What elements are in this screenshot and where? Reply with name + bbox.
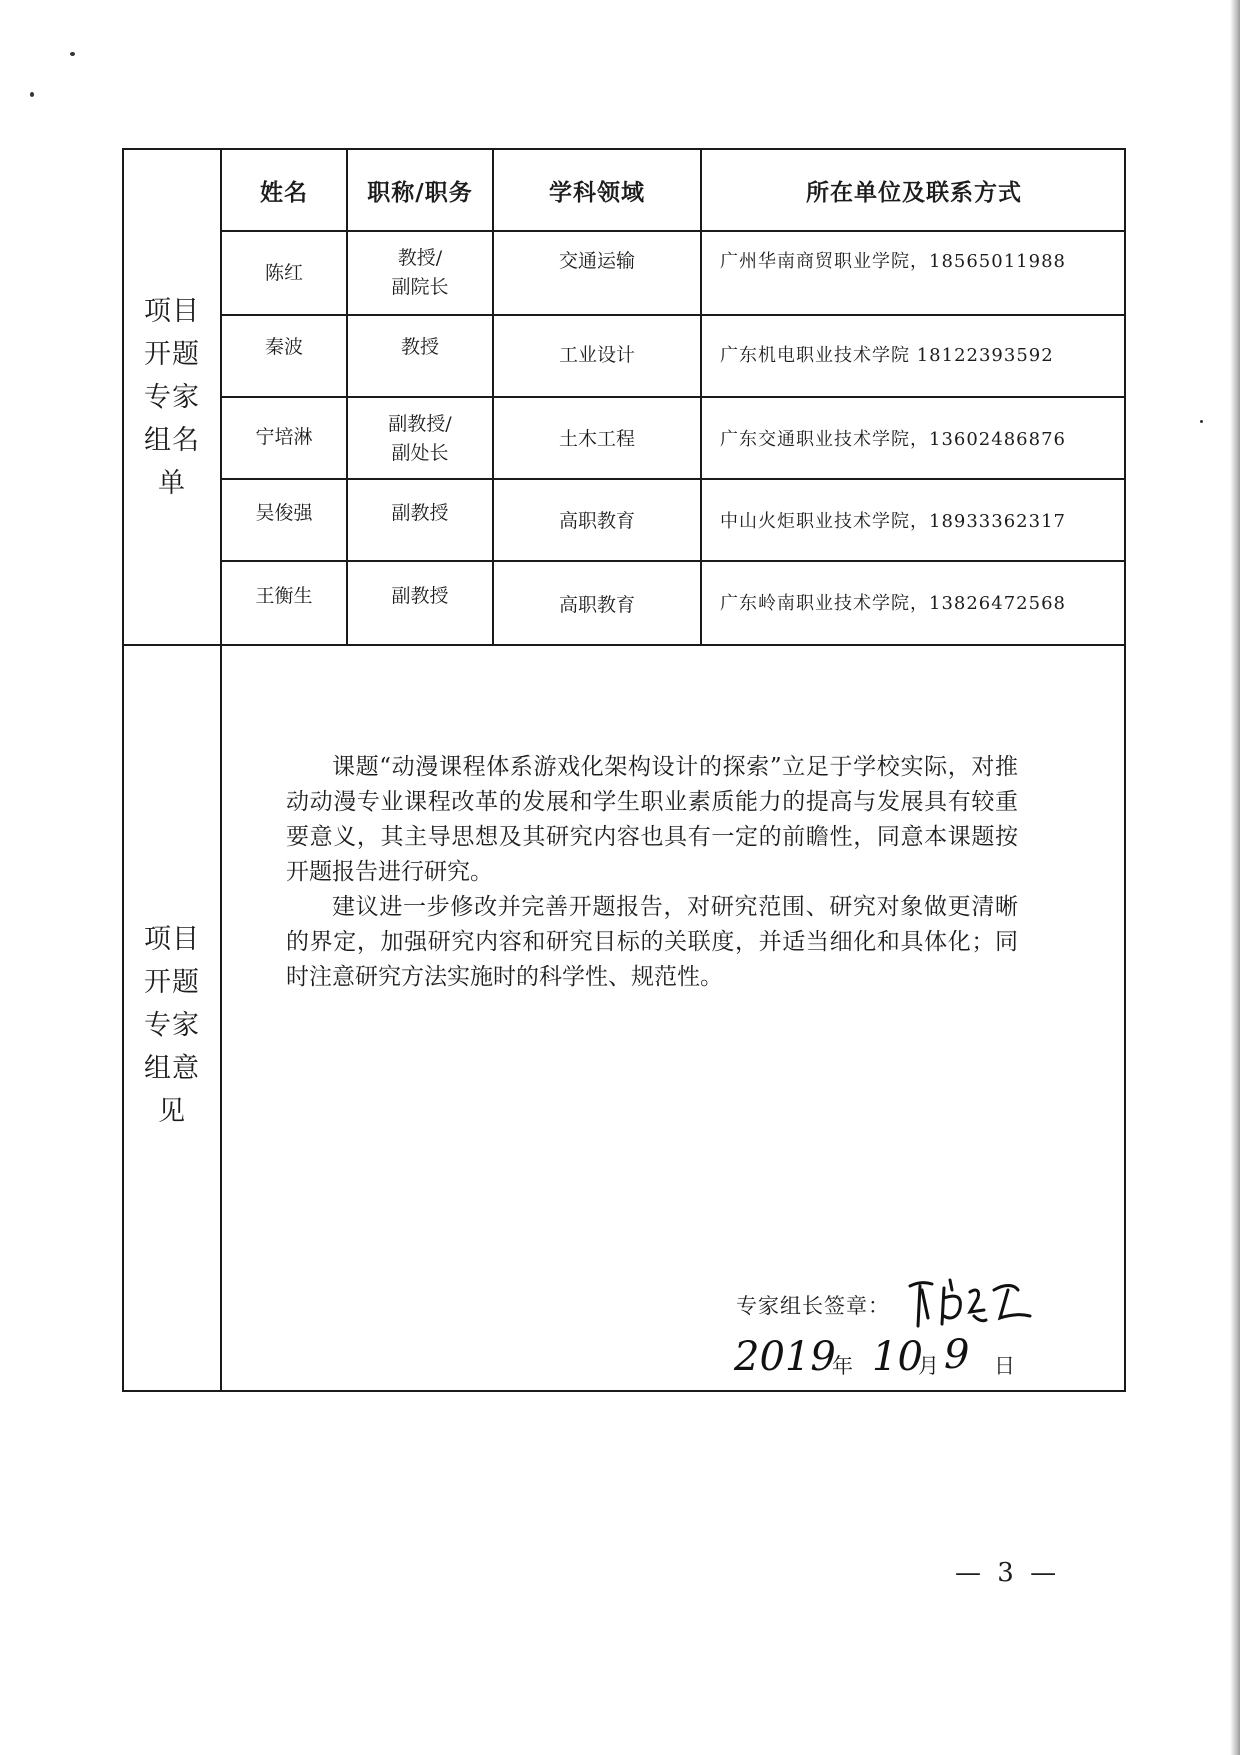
scan-speck [70,52,75,56]
opinion-paragraph: 建议进一步修改并完善开题报告，对研究范围、研究对象做更清晰的界定，加强研究内容和研究目标的关联度，并适当细化和具体化；同时注意研究方法实施时的科学性、规范性。 [286,894,1018,990]
side-label-line: 项目 [144,924,200,955]
cell-title: 副教授 [391,584,449,607]
cell-field: 工业设计 [558,343,635,366]
cell-name: 陈红 [264,261,303,284]
opinion-side-label [124,918,220,1133]
date-month: 10 [872,1334,923,1380]
date-year-unit: 年 [832,1354,853,1378]
scan-speck [30,92,34,97]
scan-edge-shadow [1230,0,1240,1755]
header-field: 学科领域 [549,178,645,206]
cell-name: 吴俊强 [255,501,313,524]
cell-field: 土木工程 [558,427,635,450]
date-year: 2019 [734,1334,836,1380]
side-label-line: 组意 [144,1053,200,1084]
side-label-line: 项目 [144,296,200,327]
cell-title: 副教授/ 副处长 [388,413,452,464]
cell-field: 交通运输 [558,249,635,272]
expert-form-table [122,148,1126,1392]
date-day-unit: 日 [994,1354,1015,1378]
header-name: 姓名 [260,178,308,206]
side-label-line: 开题 [144,339,200,370]
header-unit: 所在单位及联系方式 [806,178,1022,206]
side-label-line: 专家 [144,1010,200,1041]
cell-unit: 中山火炬职业技术学院，18933362317 [720,510,1066,532]
cell-unit: 广州华南商贸职业学院，18565011988 [720,250,1066,272]
cell-title: 教授/ 副院长 [391,247,449,298]
cell-title: 副教授 [391,501,449,524]
cell-field: 高职教育 [558,509,635,532]
cell-unit: 广东交通职业技术学院，13602486876 [720,428,1066,450]
cell-unit: 广东岭南职业技术学院，13826472568 [720,592,1066,614]
opinion-paragraph: 课题“动漫课程体系游戏化架构设计的探索”立足于学校实际，对推动动漫专业课程改革的发展和学生职业素质能力的提高与发展具有较重要意义，其主导思想及其研究内容也具有一定的前瞻性，同意本课题按开题报告进行研究。 [286,754,1018,885]
cell-name: 秦波 [264,335,303,358]
scan-speck [1200,420,1203,423]
date-month-unit: 月 [918,1354,939,1378]
header-title: 职称/职务 [367,178,473,206]
handwritten-signature [904,1268,1034,1338]
cell-title: 教授 [400,335,439,358]
cell-name: 宁培淋 [255,425,313,448]
side-label-line: 专家 [144,382,200,413]
cell-field: 高职教育 [558,593,635,616]
date-day: 9 [944,1332,970,1378]
signature-label: 专家组长签章： [736,1294,890,1318]
expert-opinion-text [286,750,1018,995]
side-label-line: 组名 [144,425,200,456]
page-number: — 3 — [955,1558,1061,1588]
roster-side-label [124,290,220,505]
side-label-line: 开题 [144,967,200,998]
side-label-line: 单 [158,468,186,499]
cell-unit: 广东机电职业技术学院 18122393592 [720,344,1054,366]
cell-name: 王衡生 [255,584,313,607]
side-label-line: 见 [158,1096,186,1127]
